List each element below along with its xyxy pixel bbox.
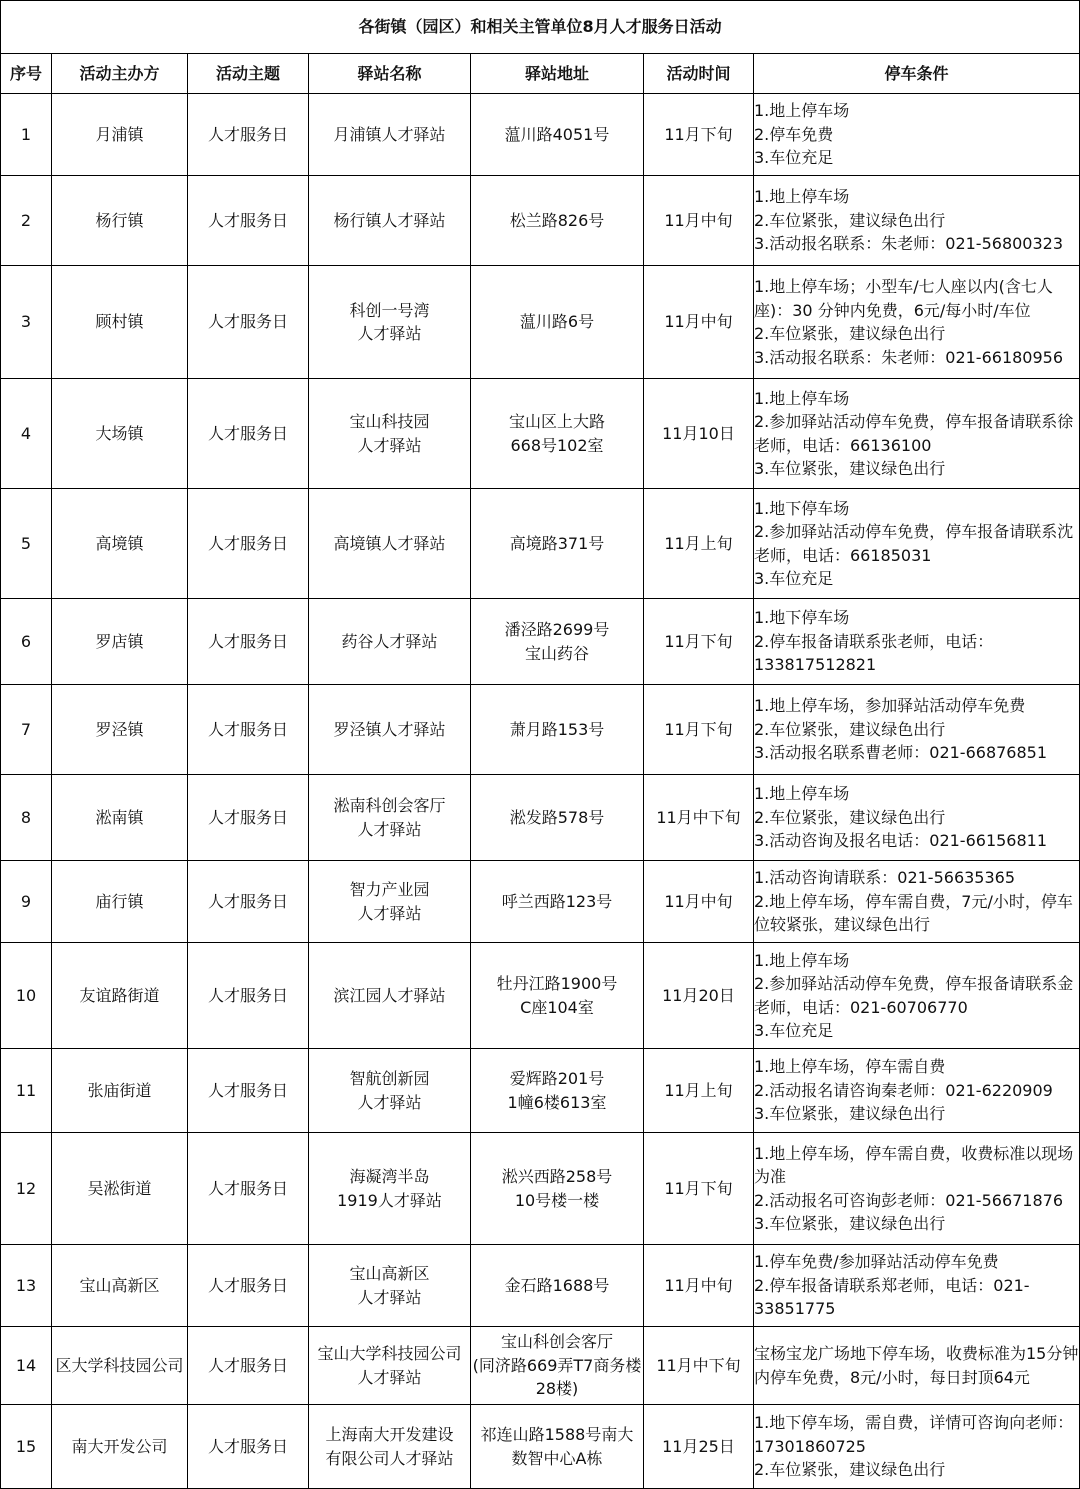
parking-line: 3.车位紧张，建议绿色出行: [754, 1214, 946, 1233]
table-row: [1, 1327, 1080, 1405]
cell-host-text: 区大学科技园公司: [55, 1355, 184, 1375]
parking-line: 1.活动咨询请联系：021-56635365: [754, 868, 1016, 888]
cell-host: [52, 1405, 188, 1489]
cell-host: [52, 1049, 188, 1133]
cell-address-text: 金石路1688号: [504, 1275, 610, 1295]
cell-address-text: 高境路371号: [509, 533, 605, 553]
cell-time: [644, 1133, 754, 1245]
cell-time-text: 11月中旬: [664, 210, 733, 230]
cell-no: [1, 775, 52, 861]
cell-theme-text: 人才服务日: [207, 985, 288, 1005]
cell-theme-text: 人才服务日: [207, 1355, 288, 1375]
cell-theme: [188, 775, 309, 861]
cell-address-text: 爱辉路201号 1幢6楼613室: [507, 1069, 607, 1112]
cell-station-text: 海凝湾半岛 1919人才驿站: [337, 1167, 442, 1210]
cell-station-text: 智航创新园 人才驿站: [349, 1069, 430, 1112]
cell-address-text: 蕰川路4051号: [504, 124, 610, 144]
cell-theme: [188, 489, 309, 599]
cell-station: [309, 266, 471, 379]
cell-address: [471, 379, 644, 489]
cell-theme: [188, 685, 309, 775]
cell-theme-text: 人才服务日: [207, 1436, 288, 1456]
cell-host-text: 杨行镇: [95, 210, 144, 230]
cell-theme-text: 人才服务日: [207, 1178, 288, 1198]
parking-line: 3.车位紧张，建议绿色出行: [754, 459, 946, 478]
cell-host-text: 庙行镇: [95, 891, 144, 911]
cell-theme: [188, 599, 309, 685]
cell-host: [52, 599, 188, 685]
cell-host-text: 宝山高新区: [79, 1275, 160, 1295]
cell-host: [52, 266, 188, 379]
table-row: [1, 1133, 1080, 1245]
cell-time-text: 11月中下旬: [656, 1355, 741, 1375]
cell-time: [644, 266, 754, 379]
cell-no-text: 12: [15, 1178, 37, 1198]
cell-station: [309, 943, 471, 1049]
cell-station: [309, 861, 471, 943]
cell-address-text: 萧月路153号: [509, 719, 605, 739]
cell-theme: [188, 1133, 309, 1245]
cell-station: [309, 1133, 471, 1245]
cell-station-text: 宝山大学科技园公司 人才驿站: [317, 1344, 462, 1387]
cell-station: [309, 489, 471, 599]
cell-no: [1, 266, 52, 379]
cell-station: [309, 176, 471, 266]
table-row: [1, 685, 1080, 775]
cell-station: [309, 1245, 471, 1327]
cell-host: [52, 176, 188, 266]
parking-line: 3.车位充足: [754, 148, 834, 168]
cell-address-text: 祁连山路1588号南大 数智中心A栋: [480, 1425, 634, 1468]
cell-no: [1, 1245, 52, 1327]
cell-address: [471, 861, 644, 943]
cell-theme: [188, 1327, 309, 1405]
table-row: [1, 176, 1080, 266]
cell-parking: [754, 1245, 1080, 1327]
parking-line: 1.地下停车场，需自费，详情可咨询向老师：17301860725: [754, 1413, 1074, 1456]
cell-address: [471, 599, 644, 685]
cell-address: [471, 943, 644, 1049]
cell-theme-text: 人才服务日: [207, 533, 288, 553]
cell-parking: [754, 379, 1080, 489]
cell-theme: [188, 94, 309, 176]
table-row: [1, 943, 1080, 1049]
parking-line: 2.活动报名可咨询彭老师：021-56671876: [754, 1190, 1064, 1210]
parking-line: 1.地下停车场: [754, 608, 850, 628]
cell-address: [471, 489, 644, 599]
parking-line: 2.参加驿站活动停车免费，停车报备请联系金老师，电话：021-60706770: [754, 974, 1074, 1017]
table-title: 各街镇（园区）和相关主管单位8月人才服务日活动: [1, 1, 1080, 54]
table-body: [1, 94, 1080, 1489]
cell-no-text: 15: [15, 1436, 37, 1456]
cell-no: [1, 489, 52, 599]
cell-no-text: 6: [20, 631, 32, 651]
cell-host: [52, 943, 188, 1049]
cell-time: [644, 943, 754, 1049]
cell-theme-text: 人才服务日: [207, 210, 288, 230]
parking-line: 1.地上停车场，停车需自费: [754, 1057, 946, 1077]
cell-time-text: 11月中旬: [664, 312, 733, 332]
column-header-no: 序号: [1, 54, 52, 94]
cell-address-text: 淞兴西路258号 10号楼一楼: [501, 1167, 613, 1210]
cell-station-text: 滨江园人才驿站: [333, 985, 446, 1005]
cell-no-text: 5: [20, 533, 32, 553]
parking-line: 2.车位紧张，建议绿色出行: [754, 719, 946, 739]
parking-line: 1.地上停车场；小型车/七人座以内(含七人座)：30 分钟内免费，6元/每小时/车位: [754, 277, 1053, 320]
parking-line: 1.地上停车场: [754, 187, 850, 207]
cell-theme-text: 人才服务日: [207, 1080, 288, 1100]
cell-address: [471, 1327, 644, 1405]
cell-no-text: 10: [15, 985, 37, 1005]
parking-line: 3.车位紧张，建议绿色出行: [754, 1104, 946, 1124]
cell-no-text: 13: [15, 1275, 37, 1295]
cell-time: [644, 685, 754, 775]
cell-theme: [188, 943, 309, 1049]
cell-no: [1, 685, 52, 775]
cell-station: [309, 1327, 471, 1405]
column-header-time: 活动时间: [644, 54, 754, 94]
parking-line: 2.停车免费: [754, 124, 834, 144]
cell-station: [309, 599, 471, 685]
cell-no: [1, 176, 52, 266]
cell-host: [52, 685, 188, 775]
cell-theme-text: 人才服务日: [207, 631, 288, 651]
cell-time-text: 11月上旬: [664, 1080, 733, 1100]
cell-time-text: 11月中旬: [664, 1275, 733, 1295]
cell-station: [309, 379, 471, 489]
cell-host: [52, 1327, 188, 1405]
table-row: [1, 775, 1080, 861]
cell-parking: [754, 1327, 1080, 1405]
cell-theme: [188, 379, 309, 489]
cell-host: [52, 1245, 188, 1327]
cell-host-text: 吴淞街道: [87, 1178, 152, 1198]
cell-host-text: 友谊路街道: [79, 985, 160, 1005]
cell-theme-text: 人才服务日: [207, 807, 288, 827]
cell-host-text: 高境镇: [95, 533, 144, 553]
cell-time: [644, 489, 754, 599]
cell-time-text: 11月中旬: [664, 891, 733, 911]
cell-time: [644, 1245, 754, 1327]
cell-host-text: 张庙街道: [87, 1080, 152, 1100]
cell-host-text: 南大开发公司: [71, 1436, 168, 1456]
cell-host-text: 罗泾镇: [95, 719, 144, 739]
table-row: [1, 94, 1080, 176]
cell-no-text: 8: [20, 807, 32, 827]
cell-station: [309, 1049, 471, 1133]
cell-station-text: 宝山高新区 人才驿站: [349, 1264, 430, 1307]
cell-address: [471, 94, 644, 176]
cell-parking: [754, 94, 1080, 176]
cell-address: [471, 685, 644, 775]
cell-host-text: 罗店镇: [95, 631, 144, 651]
cell-station-text: 药谷人才驿站: [341, 631, 438, 651]
cell-address-text: 牡丹江路1900号 C座104室: [496, 974, 618, 1017]
cell-parking: [754, 489, 1080, 599]
cell-host-text: 淞南镇: [95, 807, 144, 827]
cell-station: [309, 685, 471, 775]
cell-time: [644, 94, 754, 176]
parking-line: 3.车位充足: [754, 569, 834, 588]
cell-parking: [754, 943, 1080, 1049]
cell-theme-text: 人才服务日: [207, 719, 288, 739]
cell-host-text: 月浦镇: [95, 124, 144, 144]
cell-station-text: 智力产业园 人才驿站: [349, 880, 430, 923]
cell-theme-text: 人才服务日: [207, 312, 288, 332]
cell-time: [644, 379, 754, 489]
cell-theme-text: 人才服务日: [207, 124, 288, 144]
cell-time-text: 11月25日: [662, 1436, 735, 1456]
cell-no-text: 3: [20, 312, 32, 332]
cell-station: [309, 775, 471, 861]
table-row: [1, 1049, 1080, 1133]
cell-station: [309, 94, 471, 176]
cell-time-text: 11月中下旬: [656, 807, 741, 827]
parking-line: 2.参加驿站活动停车免费，停车报备请联系徐老师，电话：66136100: [754, 412, 1074, 455]
cell-theme: [188, 176, 309, 266]
cell-theme: [188, 1405, 309, 1489]
cell-address-text: 淞发路578号: [509, 807, 605, 827]
parking-line: 3.活动报名联系：朱老师：021-66180956: [754, 347, 1064, 367]
cell-time-text: 11月下旬: [664, 124, 733, 144]
cell-no-text: 9: [20, 891, 32, 911]
column-header-theme: 活动主题: [188, 54, 309, 94]
cell-host: [52, 94, 188, 176]
parking-line: 1.地上停车场，停车需自费，收费标准以现场为准: [754, 1143, 1074, 1186]
cell-time: [644, 775, 754, 861]
cell-parking: [754, 176, 1080, 266]
cell-time-text: 11月下旬: [664, 1178, 733, 1198]
cell-time: [644, 599, 754, 685]
parking-line: 3.活动报名联系：朱老师：021-56800323: [754, 234, 1064, 254]
cell-host-text: 大场镇: [95, 423, 144, 443]
parking-line: 2.参加驿站活动停车免费，停车报备请联系沈老师，电话：66185031: [754, 522, 1074, 565]
header-row: [1, 54, 1080, 94]
cell-no: [1, 1133, 52, 1245]
cell-time: [644, 1327, 754, 1405]
cell-no-text: 4: [20, 423, 32, 443]
cell-parking: [754, 685, 1080, 775]
parking-line: 1.地上停车场: [754, 388, 850, 408]
cell-time-text: 11月下旬: [664, 631, 733, 651]
cell-host: [52, 1133, 188, 1245]
parking-line: 3.活动咨询及报名电话：021-66156811: [754, 831, 1048, 851]
cell-no: [1, 599, 52, 685]
cell-station-text: 淞南科创会客厅 人才驿站: [333, 796, 446, 839]
cell-no-text: 1: [20, 124, 32, 144]
cell-theme: [188, 1049, 309, 1133]
parking-line: 2.车位紧张，建议绿色出行: [754, 210, 946, 230]
cell-theme-text: 人才服务日: [207, 891, 288, 911]
cell-time-text: 11月下旬: [664, 719, 733, 739]
cell-parking: [754, 266, 1080, 379]
cell-parking: [754, 775, 1080, 861]
table-row: [1, 379, 1080, 489]
cell-address: [471, 176, 644, 266]
cell-host: [52, 379, 188, 489]
parking-line: 1.地上停车场，参加驿站活动停车免费: [754, 696, 1026, 716]
column-header-parking: 停车条件: [754, 54, 1080, 94]
cell-host: [52, 489, 188, 599]
cell-theme: [188, 861, 309, 943]
table-row: [1, 266, 1080, 379]
cell-parking: [754, 1405, 1080, 1489]
cell-station-text: 杨行镇人才驿站: [333, 210, 446, 230]
cell-no-text: 14: [15, 1355, 37, 1375]
cell-theme-text: 人才服务日: [207, 1275, 288, 1295]
cell-address-text: 潘泾路2699号 宝山药谷: [504, 620, 610, 663]
cell-parking: [754, 1049, 1080, 1133]
cell-host: [52, 861, 188, 943]
cell-no: [1, 943, 52, 1049]
cell-address: [471, 1049, 644, 1133]
cell-no-text: 11: [15, 1080, 37, 1100]
cell-no: [1, 1405, 52, 1489]
cell-address-text: 呼兰西路123号: [501, 891, 613, 911]
cell-parking: [754, 599, 1080, 685]
cell-time: [644, 1049, 754, 1133]
cell-no: [1, 1049, 52, 1133]
cell-host-text: 顾村镇: [95, 312, 144, 332]
parking-line: 3.车位充足: [754, 1021, 834, 1040]
table-row: [1, 1405, 1080, 1489]
parking-line: 1.地上停车场: [754, 101, 850, 121]
cell-station-text: 高境镇人才驿站: [333, 533, 446, 553]
parking-line: 2.车位紧张，建议绿色出行: [754, 807, 946, 827]
cell-address: [471, 266, 644, 379]
cell-address: [471, 1133, 644, 1245]
cell-address: [471, 775, 644, 861]
cell-station-text: 科创一号湾 人才驿站: [349, 300, 430, 343]
parking-line: 1.地上停车场: [754, 950, 850, 970]
parking-line: 2.车位紧张，建议绿色出行: [754, 324, 946, 343]
parking-line: 1.地下停车场: [754, 498, 850, 518]
parking-line: 2.停车报备请联系张老师，电话：13381751282​1: [754, 631, 994, 675]
cell-parking: [754, 1133, 1080, 1245]
cell-time-text: 11月10日: [662, 423, 735, 443]
cell-address: [471, 1245, 644, 1327]
cell-no: [1, 861, 52, 943]
cell-time-text: 11月20日: [662, 985, 735, 1005]
cell-theme: [188, 266, 309, 379]
table-row: [1, 489, 1080, 599]
cell-parking: [754, 861, 1080, 943]
cell-station-text: 月浦镇人才驿站: [333, 124, 446, 144]
parking-line: 3.活动报名联系曹老师：021-66876851: [754, 743, 1048, 763]
cell-theme-text: 人才服务日: [207, 423, 288, 443]
cell-no-text: 7: [20, 719, 32, 739]
cell-time-text: 11月上旬: [664, 533, 733, 553]
parking-line: 1.停车免费/参加驿站活动停车免费: [754, 1252, 999, 1272]
cell-address-text: 蕰川路6号: [519, 312, 595, 332]
cell-address-text: 宝山科创会客厅 (同济路669弄T7商务楼28楼): [472, 1332, 642, 1399]
cell-station-text: 宝山科技园 人才驿站: [349, 412, 430, 455]
column-header-address: 驿站地址: [471, 54, 644, 94]
cell-no: [1, 94, 52, 176]
table-row: [1, 861, 1080, 943]
cell-time: [644, 1405, 754, 1489]
parking-line: 2.地上停车场，停车需自费，7元/小时，停车位较紧张，建议绿色出行: [754, 891, 1073, 935]
parking-line: 2.停车报备请联系郑老师，电话：021-33851775: [754, 1275, 1030, 1319]
cell-station-text: 上海南大开发建设 有限公司人才驿站: [325, 1425, 454, 1468]
cell-no: [1, 1327, 52, 1405]
cell-host: [52, 775, 188, 861]
column-header-station: 驿站名称: [309, 54, 471, 94]
cell-time: [644, 861, 754, 943]
parking-line: 宝杨宝龙广场地下停车场，收费标准为15分钟内停车免费，8元/小时，每日封顶64元: [754, 1344, 1079, 1387]
cell-address: [471, 1405, 644, 1489]
cell-no-text: 2: [20, 210, 32, 230]
parking-line: 1.地上停车场: [754, 784, 850, 804]
cell-no: [1, 379, 52, 489]
cell-address-text: 宝山区上大路 668号102室: [508, 412, 605, 455]
parking-line: 2.车位紧张，建议绿色出行: [754, 1460, 946, 1480]
column-header-host: 活动主办方: [52, 54, 188, 94]
table-row: [1, 1245, 1080, 1327]
table-row: [1, 599, 1080, 685]
cell-station-text: 罗泾镇人才驿站: [333, 719, 446, 739]
cell-station: [309, 1405, 471, 1489]
cell-address-text: 松兰路826号: [509, 210, 605, 230]
cell-theme: [188, 1245, 309, 1327]
cell-time: [644, 176, 754, 266]
parking-line: 2.活动报名请咨询秦老师：021-6220909: [754, 1080, 1053, 1100]
